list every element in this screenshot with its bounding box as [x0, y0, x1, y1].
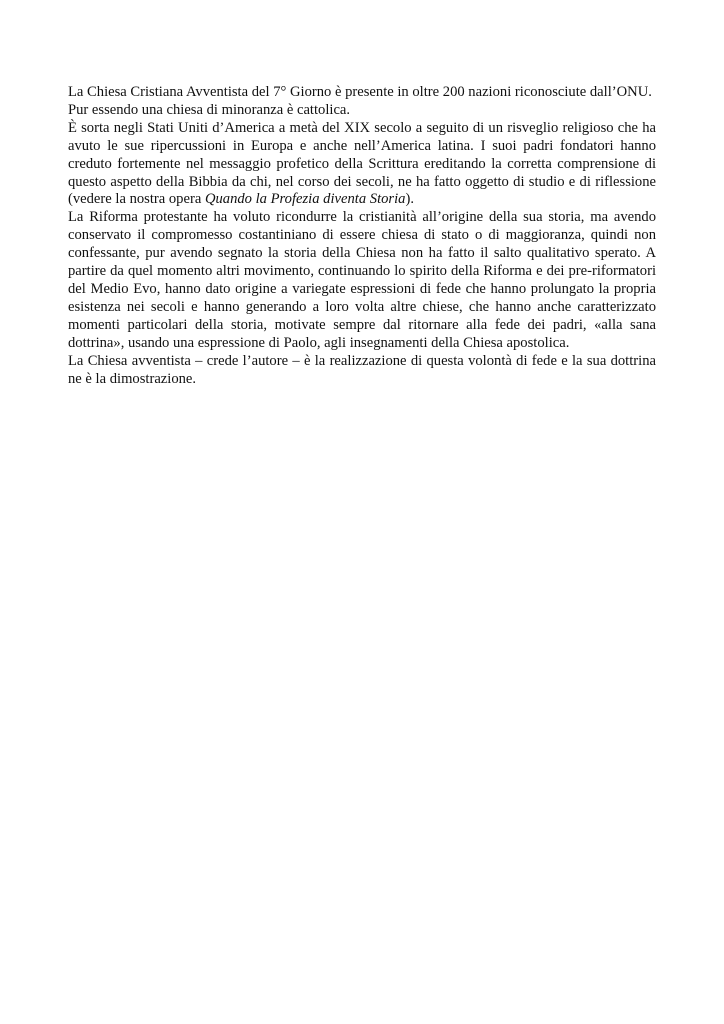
paragraph-line: Pur essendo una chiesa di minoranza è cattolica.	[68, 101, 351, 118]
paragraph-reformation	[68, 209, 656, 352]
paragraph-line: La Chiesa Cristiana Avventista del 7° Giorno è presente in oltre 200 nazioni riconosciute dall’ONU.	[68, 84, 652, 100]
paragraph-text: È sorta negli Stati Uniti d’America a metà del XIX secolo a seguito di un risveglio religioso che ha avuto le sue ripercussioni in Europa e anche nell’America latina. I suoi padri fondatori hanno creduto fortemente nel messaggio profetico della Scrittura ereditando la corretta comprensione di questo aspetto della Bibbia da chi, nel corso dei secoli, ne ha fatto oggetto di studio e di riflessione (vedere la nostra opera	[68, 119, 656, 208]
paragraph-conclusion	[68, 353, 656, 389]
paragraph-text: La Chiesa avventista – crede l’autore – è la realizzazione di questa volontà di fede e la sua dottrina ne è la dimostrazione.	[68, 352, 656, 387]
paragraph-text: La Riforma protestante ha voluto ricondurre la cristianità all’origine della sua storia, ma avendo conservato il compromesso costantiniano di essere chiesa di stato o di maggioranza, quindi non confessante, pur avendo segnato la storia della Chiesa non ha fatto il salto qualitativo sperato. A partire da quel momento altri movimento, continuando lo spirito della Riforma e dei pre-riformatori del Medio Evo, hanno dato origine a variegate espressioni di fede che hanno prolungato la propria esistenza nei secoli e hanno generando a loro volta altre chiese, che hanno anche caratterizzato momenti particolari della storia, motivate sempre dal ritornare alla fede dei padri, «alla sana dottrina», usando una espressione di Paolo, agli insegnamenti della Chiesa apostolica.	[68, 209, 656, 351]
paragraph-text: ).	[405, 191, 414, 208]
document-page	[68, 84, 656, 388]
paragraph-origins	[68, 120, 656, 210]
paragraph-presence	[68, 84, 656, 120]
book-title: Quando la Profezia diventa Storia	[204, 191, 406, 208]
